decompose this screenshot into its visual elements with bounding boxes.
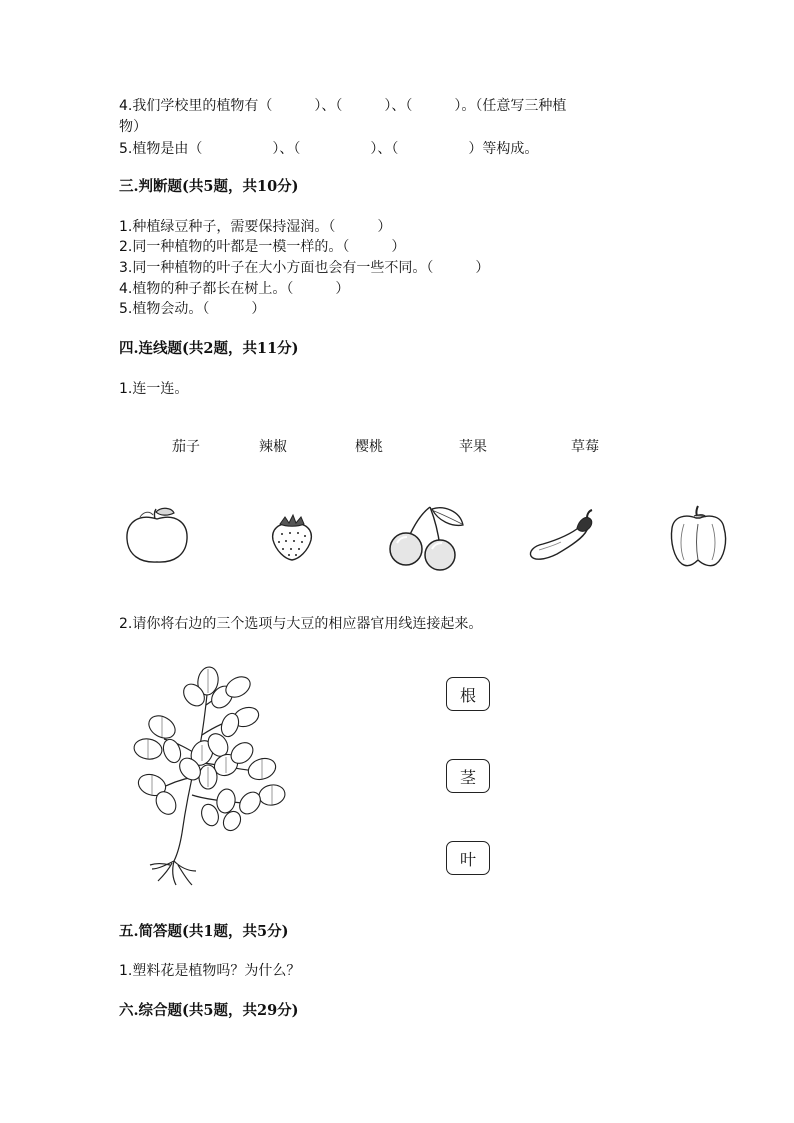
eggplant-icon xyxy=(527,508,597,564)
short-answer-question-1: 1.塑料花是植物吗？为什么？ xyxy=(119,963,301,979)
strawberry-icon xyxy=(268,512,316,562)
match-question-2-prompt: 2.请你将右边的三个选项与大豆的相应器官用线连接起来。 xyxy=(119,616,483,632)
section-3-title: 三.判断题(共5题，共10分) xyxy=(119,178,299,195)
label-strawberry: 草莓 xyxy=(571,439,599,455)
bell-pepper-icon xyxy=(666,502,730,570)
label-cherry: 樱桃 xyxy=(355,439,383,455)
option-leaf-label: 叶 xyxy=(459,849,476,869)
option-root-box[interactable] xyxy=(446,677,490,711)
section-6-title: 六.综合题(共5题，共29分) xyxy=(119,1002,299,1019)
option-stem-label: 茎 xyxy=(459,767,476,787)
match-question-1-prompt: 1.连一连。 xyxy=(119,381,189,397)
judge-item-4: 4.植物的种子都长在树上。（ ） xyxy=(119,281,350,297)
question-5: 5.植物是由（ ）、（ ）、（ ）等构成。 xyxy=(119,141,539,157)
option-stem-box[interactable] xyxy=(446,759,490,793)
label-pepper: 辣椒 xyxy=(259,439,287,455)
judge-item-1: 1.种植绿豆种子，需要保持湿润。（ ） xyxy=(119,219,392,235)
apple-icon xyxy=(120,505,194,567)
section-4-title: 四.连线题(共2题，共11分) xyxy=(119,340,299,357)
option-leaf-box[interactable] xyxy=(446,841,490,875)
label-eggplant: 茄子 xyxy=(172,439,200,455)
judge-item-5: 5.植物会动。（ ） xyxy=(119,301,266,317)
judge-item-3: 3.同一种植物的叶子在大小方面也会有一些不同。（ ） xyxy=(119,260,490,276)
label-apple: 苹果 xyxy=(459,439,487,455)
question-4-line-2: 物） xyxy=(119,119,147,135)
cherry-icon xyxy=(386,503,466,571)
soybean-plant-icon xyxy=(122,665,294,887)
option-root-label: 根 xyxy=(459,685,476,705)
question-4-line-1: 4.我们学校里的植物有（ ）、（ ）、（ ）。（任意写三种植 xyxy=(119,98,567,114)
section-5-title: 五.简答题(共1题，共5分) xyxy=(119,923,289,940)
judge-item-2: 2.同一种植物的叶都是一模一样的。（ ） xyxy=(119,239,406,255)
